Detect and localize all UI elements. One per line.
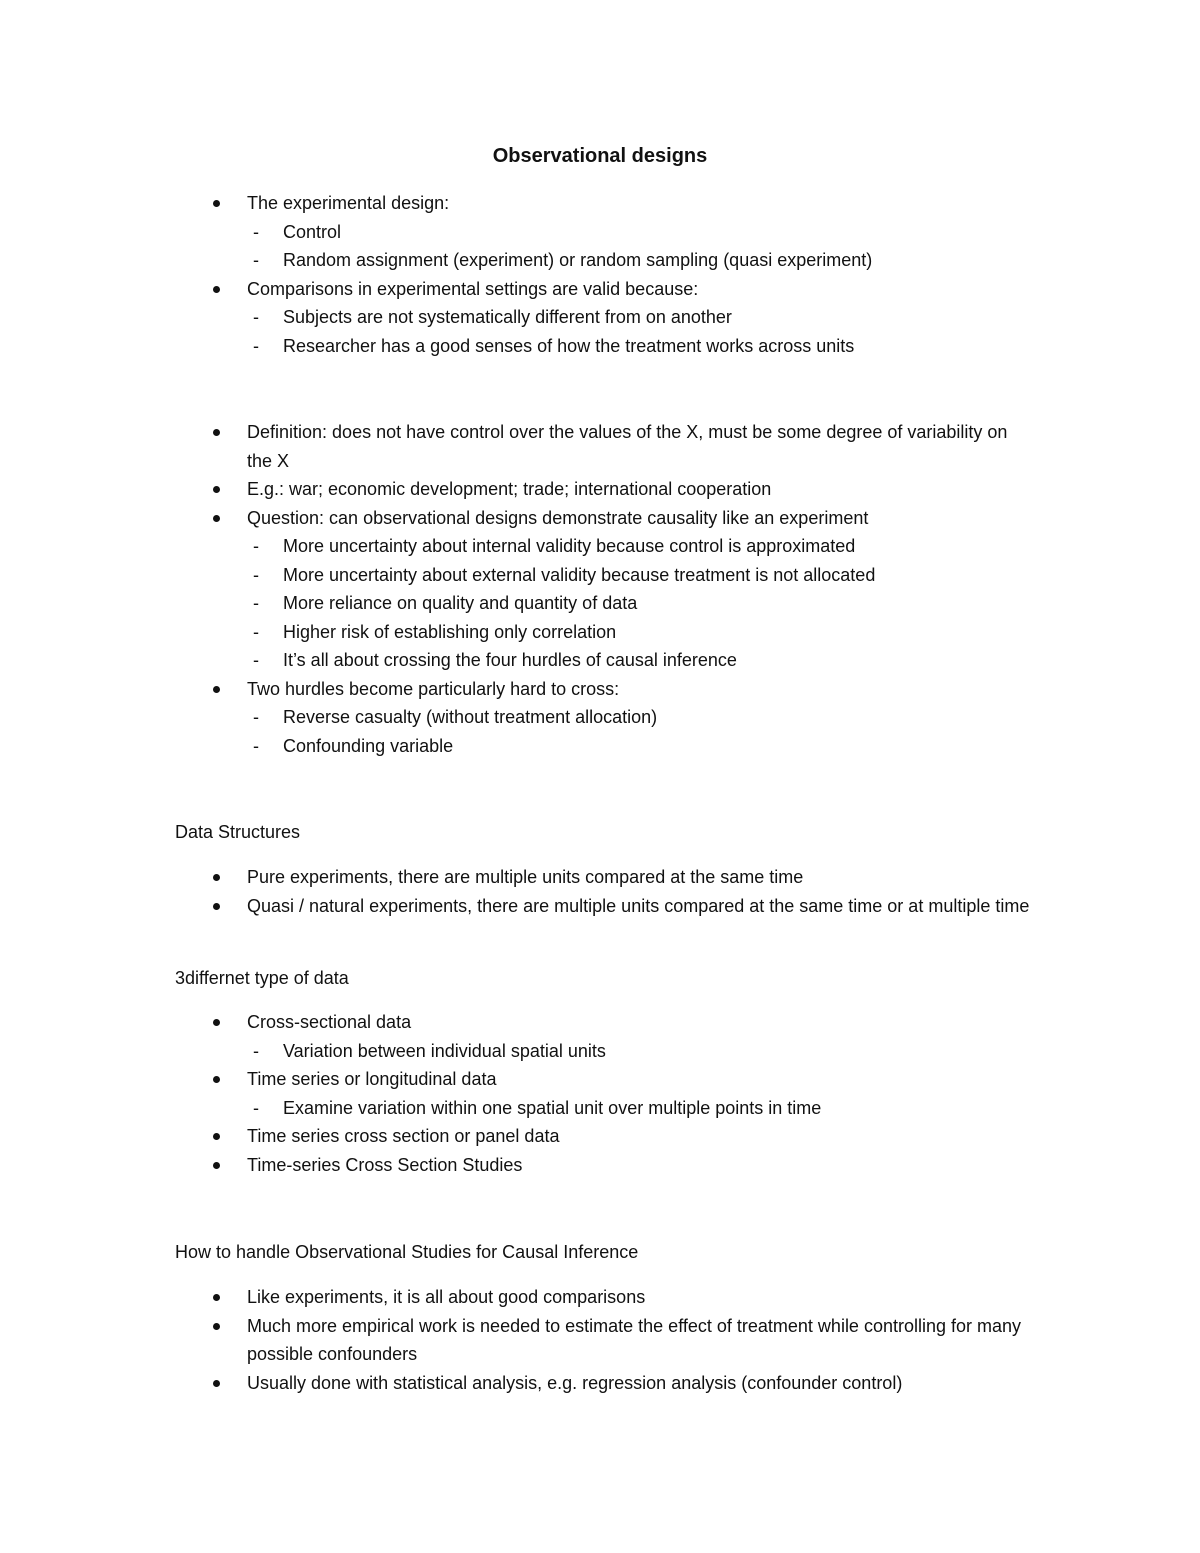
bullet-text: Usually done with statistical analysis, e.g. regression analysis (confounder control)	[247, 1372, 903, 1393]
sub-item	[175, 1094, 1035, 1123]
dash-icon: -	[253, 335, 259, 356]
bullet-item	[175, 418, 1035, 475]
bullet-dot-icon	[213, 874, 220, 881]
sub-item-text: More uncertainty about external validity because treatment is not allocated	[283, 564, 876, 585]
bullet-text: Question: can observational designs demonstrate causality like an experiment	[247, 507, 869, 528]
sub-item	[175, 1037, 1035, 1066]
bullet-item	[175, 1283, 1035, 1312]
bullet-dot-icon	[213, 486, 220, 493]
section-data-structures	[175, 863, 1035, 920]
bullet-item	[175, 892, 1035, 921]
sub-item	[175, 246, 1035, 275]
bullet-item	[175, 1122, 1035, 1151]
sub-item-text: Researcher has a good senses of how the treatment works across units	[283, 335, 855, 356]
sub-item	[175, 732, 1035, 761]
dash-icon: -	[253, 564, 259, 585]
bullet-text: Pure experiments, there are multiple units compared at the same time	[247, 867, 804, 887]
bullet-dot-icon	[213, 429, 220, 436]
sub-item-text: Variation between individual spatial units	[283, 1040, 606, 1061]
bullet-dot-icon	[213, 903, 220, 910]
bullet-item	[175, 675, 1035, 704]
dash-icon: -	[253, 536, 259, 556]
bullet-text: Cross-sectional data	[247, 1012, 412, 1032]
bullet-text: Comparisons in experimental settings are valid because:	[247, 278, 699, 299]
dash-icon: -	[253, 593, 259, 613]
sub-item-text: It’s all about crossing the four hurdles of causal inference	[283, 650, 737, 670]
bullet-dot-icon	[213, 1133, 220, 1140]
sub-item	[175, 332, 1035, 361]
heading-handling: How to handle Observational Studies for Causal Inference	[175, 1242, 639, 1262]
bullet-item	[175, 504, 1035, 533]
bullet-text: Definition: does not have control over the values of the X, must be some degree of variability on the X	[247, 422, 1008, 471]
bullet-text: Time-series Cross Section Studies	[247, 1154, 523, 1175]
dash-icon: -	[253, 1097, 259, 1118]
dash-icon: -	[253, 250, 259, 270]
sub-item-text: Control	[283, 221, 342, 242]
bullet-dot-icon	[213, 1162, 220, 1169]
sub-item-text: More uncertainty about internal validity because control is approximated	[283, 536, 856, 556]
dash-icon: -	[253, 1040, 259, 1061]
bullet-text: Like experiments, it is all about good comparisons	[247, 1287, 646, 1307]
sub-item-text: Higher risk of establishing only correlation	[283, 621, 617, 642]
bullet-item	[175, 1312, 1035, 1369]
bullet-dot-icon	[213, 1323, 220, 1330]
dash-icon: -	[253, 707, 259, 727]
heading-data-structures: Data Structures	[175, 822, 301, 842]
bullet-item	[175, 275, 1035, 304]
bullet-dot-icon	[213, 515, 220, 522]
bullet-dot-icon	[213, 1076, 220, 1083]
bullet-item	[175, 189, 1035, 218]
section-handling	[175, 1283, 1035, 1397]
bullet-dot-icon	[213, 200, 220, 207]
sub-item	[175, 646, 1035, 675]
dash-icon: -	[253, 650, 259, 670]
bullet-item	[175, 863, 1035, 892]
dash-icon: -	[253, 621, 259, 642]
bullet-dot-icon	[213, 1380, 220, 1387]
sub-item	[175, 218, 1035, 247]
sub-item-text: Examine variation within one spatial unit over multiple points in time	[283, 1097, 822, 1118]
sub-item	[175, 303, 1035, 332]
sub-item	[175, 532, 1035, 561]
sub-item-text: Subjects are not systematically different from on another	[283, 307, 732, 327]
bullet-text: Quasi / natural experiments, there are multiple units compared at the same time or at multiple time	[247, 895, 1030, 916]
bullet-dot-icon	[213, 1019, 220, 1026]
dash-icon: -	[253, 735, 259, 756]
bullet-item	[175, 1369, 1035, 1398]
sub-item	[175, 561, 1035, 590]
bullet-item	[175, 1008, 1035, 1037]
bullet-dot-icon	[213, 1294, 220, 1301]
bullet-text: Two hurdles become particularly hard to cross:	[247, 678, 620, 699]
page-title: Observational designs	[492, 145, 708, 167]
bullet-dot-icon	[213, 686, 220, 693]
section-experimental-design	[175, 189, 1035, 360]
dash-icon: -	[253, 221, 259, 242]
heading-data-types: 3differnet type of data	[175, 968, 349, 988]
sub-item-text: Random assignment (experiment) or random sampling (quasi experiment)	[283, 250, 873, 270]
bullet-text: Much more empirical work is needed to estimate the effect of treatment while controlling for many possible confounders	[247, 1315, 1022, 1364]
bullet-text: Time series or longitudinal data	[247, 1069, 497, 1089]
bullet-text: Time series cross section or panel data	[247, 1126, 560, 1146]
section-data-types	[175, 1008, 1035, 1179]
bullet-item	[175, 475, 1035, 504]
sub-item-text: Confounding variable	[283, 735, 454, 756]
bullet-item	[175, 1151, 1035, 1180]
sub-item	[175, 703, 1035, 732]
bullet-text: The experimental design:	[247, 193, 450, 213]
sub-item	[175, 618, 1035, 647]
bullet-text: E.g.: war; economic development; trade; international cooperation	[247, 479, 772, 499]
bullet-dot-icon	[213, 286, 220, 293]
bullet-item	[175, 1065, 1035, 1094]
sub-item-text: More reliance on quality and quantity of data	[283, 593, 638, 613]
sub-item	[175, 589, 1035, 618]
sub-item-text: Reverse casualty (without treatment allocation)	[283, 707, 658, 727]
dash-icon: -	[253, 307, 259, 327]
section-observational-definition	[175, 418, 1035, 760]
